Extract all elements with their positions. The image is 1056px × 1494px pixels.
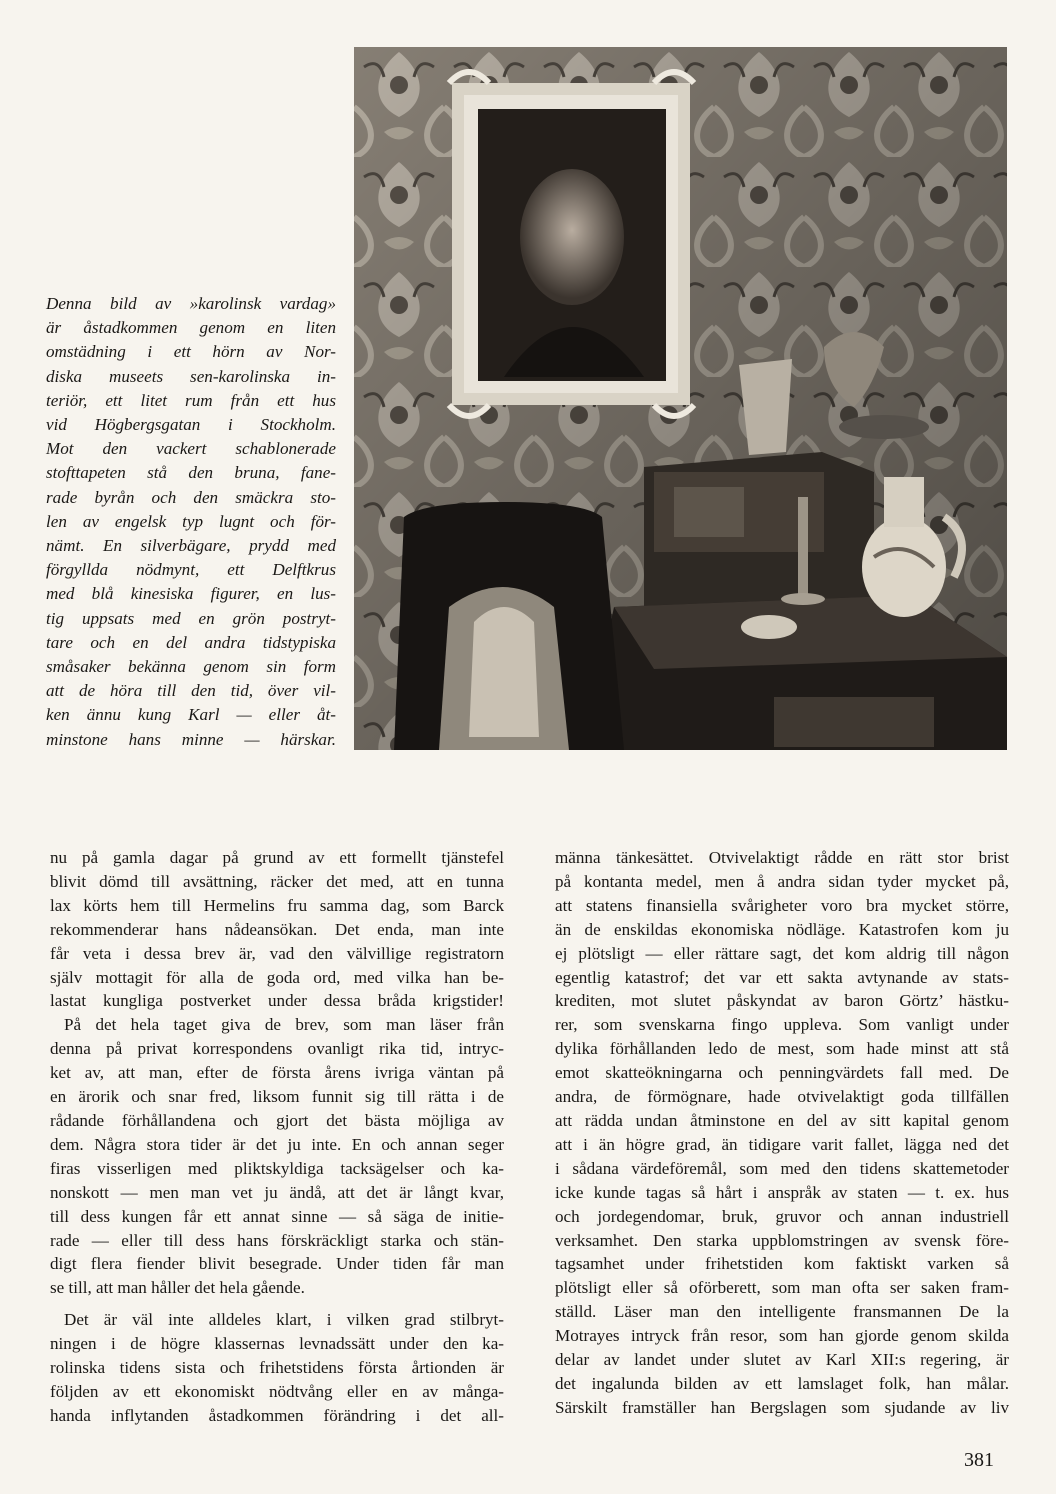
text-line: rådande förhållandena och gjort det bästa möjliga av	[50, 1110, 504, 1130]
caption-line: rade byrån och den smäckra sto-	[46, 487, 336, 507]
text-line: att i än högre grad, än tidigare varit fallet, lägga ned det	[555, 1134, 1009, 1154]
caption-line: är åstadkommen genom en liten	[46, 318, 336, 338]
chair	[394, 502, 624, 750]
photo-interior-icon	[354, 47, 1007, 750]
text-line: ningen i de högre klassernas levnadssätt under den ka-	[50, 1334, 504, 1354]
text-line: på kontanta medel, men å andra sidan tyder mycket på,	[555, 871, 1009, 891]
text-line: tagsamhet under frihetstiden kom faktiskt varken så	[555, 1254, 1009, 1274]
text-line: blivit dömd till avsättning, räcker det med, att en tunna	[50, 871, 504, 891]
caption-line: Denna bild av »karolinsk vardag»	[46, 294, 336, 313]
text-line: Motrayes intryck från resor, som han gjorde genom skilda	[555, 1326, 1009, 1346]
text-line: ställd. Läser man den intelligente fransmannen De la	[555, 1302, 1009, 1322]
text-line: Särskilt framställer han Bergslagen som sjudande av liv	[555, 1397, 1009, 1417]
text-line: att statens finansiella svårigheter voro bra mycket större,	[555, 895, 1009, 915]
text-line: nu på gamla dagar på grund av ett formellt tjänstefel	[50, 848, 504, 867]
text-line: verksamhet. Den starka uppblomstringen av svensk före-	[555, 1230, 1009, 1250]
text-line: än de enskildas ekonomiska nödläge. Katastrofen kom ju	[555, 919, 1009, 939]
caption-line: Mot den vackert schablonerade	[46, 439, 336, 459]
text-line: rade — eller till dess hans förskräckligt starka och stän-	[50, 1230, 504, 1250]
text-line: att rädda undan åtminstone en del av sitt kapital genom	[555, 1110, 1009, 1130]
text-line: en ärorik och snar fred, liksom funnit sig till rätta i de	[50, 1087, 504, 1107]
caption-line: att de höra till den tid, över vil-	[46, 681, 336, 701]
text-line: dem. Några stora tider är det ju inte. En och annan seger	[50, 1134, 504, 1154]
caption-line: vid Högbergsgatan i Stockholm.	[46, 415, 336, 435]
photo-caption	[46, 292, 336, 752]
text-line: får veta i dessa brev är, vad den välvillige registratorn	[50, 943, 504, 963]
caption-line: tig uppsats med en grön postryt-	[46, 608, 336, 628]
caption-line: omstädning i ett hörn av Nor-	[46, 342, 336, 362]
caption-line: minstone hans minne — härskar.	[46, 729, 336, 749]
text-line: icke kunde tagas så hårt i anspråk av staten — t. ex. hus	[555, 1182, 1009, 1202]
text-line: På det hela taget giva de brev, som man läser från	[64, 1015, 504, 1035]
caption-line: ken ännu kung Karl — eller åt-	[46, 705, 336, 725]
text-line: lastat kungliga postverket under dessa bråda krigstider!	[50, 991, 504, 1011]
caption-line: småsaker bekänna genom sin form	[46, 657, 336, 677]
text-line: denna på privat korrespondens ovanligt rika tid, intryc-	[50, 1039, 504, 1059]
text-line: digt flera fiender blivit besegrade. Under tiden får man	[50, 1254, 504, 1274]
text-line: i sådana värdeföremål, som med den tidens skattemetoder	[555, 1158, 1009, 1178]
text-line: till dess kungen får ett annat sinne — så säga de initie-	[50, 1206, 504, 1226]
caption-line: teriör, ett litet rum från ett hus	[46, 390, 336, 410]
text-line: själv mottagit för alla de goda ord, med vilka han be-	[50, 967, 504, 987]
text-line: handa inflytanden åstadkommen förändring i det all-	[50, 1405, 504, 1425]
caption-line: med blå kinesiska figurer, en lus-	[46, 584, 336, 604]
text-line: följden av ett ekonomiskt nödtvång eller en av många-	[50, 1381, 504, 1401]
text-line: Det är väl inte alldeles klart, i vilken grad stilbryt-	[64, 1310, 504, 1330]
text-line: egentlig katastrof; det var ett sakta avtynande av stats-	[555, 967, 1009, 987]
text-line: det ingalunda bilden av ett lamslaget folk, han målar.	[555, 1373, 1009, 1393]
caption-line: förgyllda nödmynt, ett Delftkrus	[46, 560, 336, 580]
caption-line: diska museets sen-karolinska in-	[46, 366, 336, 386]
text-line: nonskott — men man vet ju ändå, att det är långt kvar,	[50, 1182, 504, 1202]
right-text-column	[555, 846, 1009, 1420]
interior-photograph	[354, 47, 1007, 750]
caption-line: tare och en del andra tidstypiska	[46, 632, 336, 652]
page-number: 381	[964, 1449, 994, 1471]
text-line: och jordegendomar, bruk, gruvor och annan industriell	[555, 1206, 1009, 1226]
text-line: rekommenderar hans nådeansökan. Det enda, man inte	[50, 919, 504, 939]
text-line: emot skatteökningarna och penningvärdets fall med. De	[555, 1063, 1009, 1083]
text-line: se till, att man håller det hela gående.	[50, 1278, 305, 1298]
caption-line: stofttapeten stå den bruna, fane-	[46, 463, 336, 483]
text-line: andra, de förmögnare, hade otvivelaktigt goda tillfällen	[555, 1087, 1009, 1107]
text-line: männa tänkesättet. Otvivelaktigt rådde en rätt stor brist	[555, 848, 1009, 867]
text-line: krediten, mot slutet påskyndat av baron Görtz’ hästku-	[555, 991, 1009, 1011]
text-line: rer, som svenskarna fingo uppleva. Som vanligt under	[555, 1015, 1009, 1035]
caption-line: nämt. En silverbägare, prydd med	[46, 536, 336, 556]
left-text-column	[50, 846, 504, 1428]
text-line: firas visserligen med pliktskyldiga tacksägelser och ka-	[50, 1158, 504, 1178]
text-line: delar av landet under slutet av Karl XII:s regering, är	[555, 1350, 1009, 1370]
text-line: plötsligt eller så oförberett, som man ofta ser saken fram-	[555, 1278, 1009, 1298]
text-line: lax körts hem till Hermelins fru samma dag, som Barck	[50, 895, 504, 915]
text-line: rolinska tidens sista och frihetstidens första årtionden är	[50, 1358, 504, 1378]
text-line: ej plötsligt — eller rättare sagt, det kom aldrig till någon	[555, 943, 1009, 963]
caption-line: len av engelsk typ lugnt och för-	[46, 511, 336, 531]
text-line: dylika förhållanden ledo de mest, som hade minst att stå	[555, 1039, 1009, 1059]
text-line: ket av, att man, efter de första årens ivriga väntan på	[50, 1063, 504, 1083]
portrait-frame	[449, 72, 694, 416]
